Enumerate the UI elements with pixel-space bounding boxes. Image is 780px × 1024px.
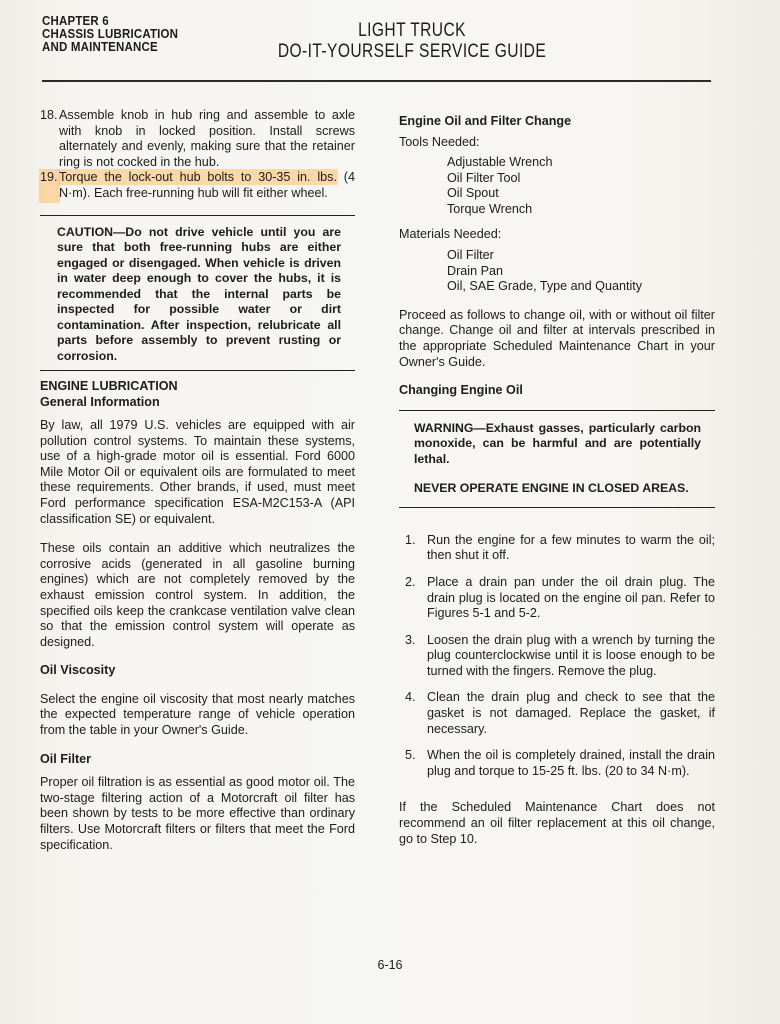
step-text-rest: (4 N·m). Each free-running hub will fit either wheel. bbox=[59, 170, 355, 200]
materials-list bbox=[399, 248, 715, 295]
paragraph-final: If the Scheduled Maintenance Chart does not recommend an oil filter replacement at this oil change, go to Step 10. bbox=[399, 800, 715, 846]
left-column bbox=[40, 108, 355, 853]
step-text: When the oil is completely drained, install the drain plug and torque to 15-25 ft. lbs. (20 to 34 N·m). bbox=[427, 748, 715, 778]
list-item: Oil, SAE Grade, Type and Quantity bbox=[447, 279, 643, 294]
paragraph-filter: Proper oil filtration is as essential as good motor oil. The two-stage filtering action of a Motorcraft oil filter has been shown by tests to be more effective than ordinary filters. Use Motorcraft filters or filters that meet the Ford specification. bbox=[40, 775, 355, 852]
step-text: Place a drain pan under the oil drain plug. The drain plug is located on the engine oil pan. Refer to Figures 5-1 and 5-2. bbox=[427, 574, 715, 621]
right-column bbox=[399, 108, 715, 847]
tools-label: Tools Needed: bbox=[399, 134, 480, 149]
list-item: Adjustable Wrench bbox=[447, 155, 553, 170]
warning-box bbox=[399, 410, 715, 508]
list-item bbox=[405, 690, 715, 737]
guide-title-line-2: DO-IT-YOURSELF SERVICE GUIDE bbox=[277, 41, 547, 62]
paragraph-proceed: Proceed as follows to change oil, with or without oil filter change. Change oil and filter at intervals prescribed in the appropriate Scheduled Maintenance Chart in your Owner's Guide. bbox=[399, 307, 715, 369]
materials-label: Materials Needed: bbox=[399, 227, 502, 242]
general-information-heading: General Information bbox=[40, 394, 160, 409]
page-number: 6-16 bbox=[377, 958, 403, 972]
list-item: Oil Spout bbox=[447, 186, 499, 201]
step-number: 5. bbox=[405, 748, 416, 763]
step-text bbox=[59, 170, 355, 201]
warning-text: WARNING—Exhaust gasses, particularly carbon monoxide, can be harmful and are potentially lethal. bbox=[414, 420, 701, 466]
step-number: 3. bbox=[405, 632, 416, 647]
guide-title-line-1: LIGHT TRUCK bbox=[358, 20, 466, 41]
list-item: Oil Filter Tool bbox=[447, 170, 521, 185]
list-item bbox=[405, 748, 715, 779]
list-item: Torque Wrench bbox=[447, 201, 533, 216]
oil-filter-heading: Oil Filter bbox=[40, 751, 92, 766]
paragraph-law: By law, all 1979 U.S. vehicles are equipped with air pollution control systems. To maintain these systems, use of a high-grade motor oil is essential. Ford 6000 Mile Motor Oil or equivalent oils are formulated to meet these requirements. Other brands, if used, must meet Ford performance specification ESA-M2C153-A (API classification SE) or equivalent. bbox=[40, 418, 355, 526]
header-rule bbox=[42, 80, 711, 82]
list-item bbox=[405, 533, 715, 564]
step-number: 18. bbox=[40, 108, 58, 122]
step-number: 2. bbox=[405, 574, 416, 589]
changing-engine-oil-heading: Changing Engine Oil bbox=[399, 383, 523, 398]
list-item bbox=[405, 633, 715, 680]
caution-text: CAUTION—Do not drive vehicle until you are sure that both free-running hubs are either engaged or disengaged. When vehicle is driven in water deep enough to cover the hubs, it is recommended that the internal parts be inspected for possible water or dirt contamination. After inspection, relubricate all parts before assembly to prevent rusting or corrosion. bbox=[57, 224, 341, 363]
step-text: Clean the drain plug and check to see that the gasket is not damaged. Replace the gasket, if necessary. bbox=[427, 690, 715, 736]
numbered-steps bbox=[399, 533, 715, 780]
oil-change-heading: Engine Oil and Filter Change bbox=[399, 114, 572, 128]
never-operate-text: NEVER OPERATE ENGINE IN CLOSED AREAS. bbox=[414, 481, 689, 496]
step-text: Loosen the drain plug with a wrench by turning the plug counterclockwise until it is loose enough to be turned with the fingers. Remove the plug. bbox=[427, 632, 715, 678]
step-number: 19. bbox=[40, 170, 59, 201]
chapter-title-line-1: CHASSIS LUBRICATION bbox=[42, 27, 179, 41]
guide-title bbox=[240, 20, 584, 62]
step-number: 4. bbox=[405, 690, 416, 705]
list-item bbox=[405, 575, 715, 622]
step-18 bbox=[40, 108, 355, 170]
chapter-title-line-2: AND MAINTENANCE bbox=[42, 40, 158, 54]
step-text: Assemble knob in hub ring and assemble to axle with knob in locked position. Install screws alternately and evenly, making sure that the retainer ring is not cocked in the hub. bbox=[59, 108, 355, 169]
tools-list bbox=[399, 155, 715, 217]
step-text: Run the engine for a few minutes to warm the oil; then shut it off. bbox=[427, 532, 715, 563]
page-header bbox=[42, 15, 712, 81]
paragraph-viscosity: Select the engine oil viscosity that most nearly matches the expected temperature range of vehicle operation from the table in your Owner's Guide. bbox=[40, 691, 355, 738]
list-item: Drain Pan bbox=[447, 263, 504, 278]
step-19 bbox=[40, 170, 355, 201]
step-number: 1. bbox=[405, 532, 416, 547]
paragraph-additive: These oils contain an additive which neutralizes the corrosive acids (generated in all gasoline burning engines) which are not completely removed by the exhaust emission control system. In addition, the specified oils keep the crankcase ventilation valve clean so that the emission control system will operate as designed. bbox=[40, 541, 355, 649]
engine-lubrication-heading: ENGINE LUBRICATION bbox=[40, 379, 178, 394]
list-item: Oil Filter bbox=[447, 248, 494, 263]
chapter-number: CHAPTER 6 bbox=[42, 14, 109, 28]
caution-box bbox=[40, 215, 355, 372]
oil-viscosity-heading: Oil Viscosity bbox=[40, 663, 116, 678]
highlighted-text: Torque the lock-out hub bolts to 30-35 in. lbs. bbox=[59, 170, 337, 185]
chapter-label bbox=[42, 15, 178, 54]
